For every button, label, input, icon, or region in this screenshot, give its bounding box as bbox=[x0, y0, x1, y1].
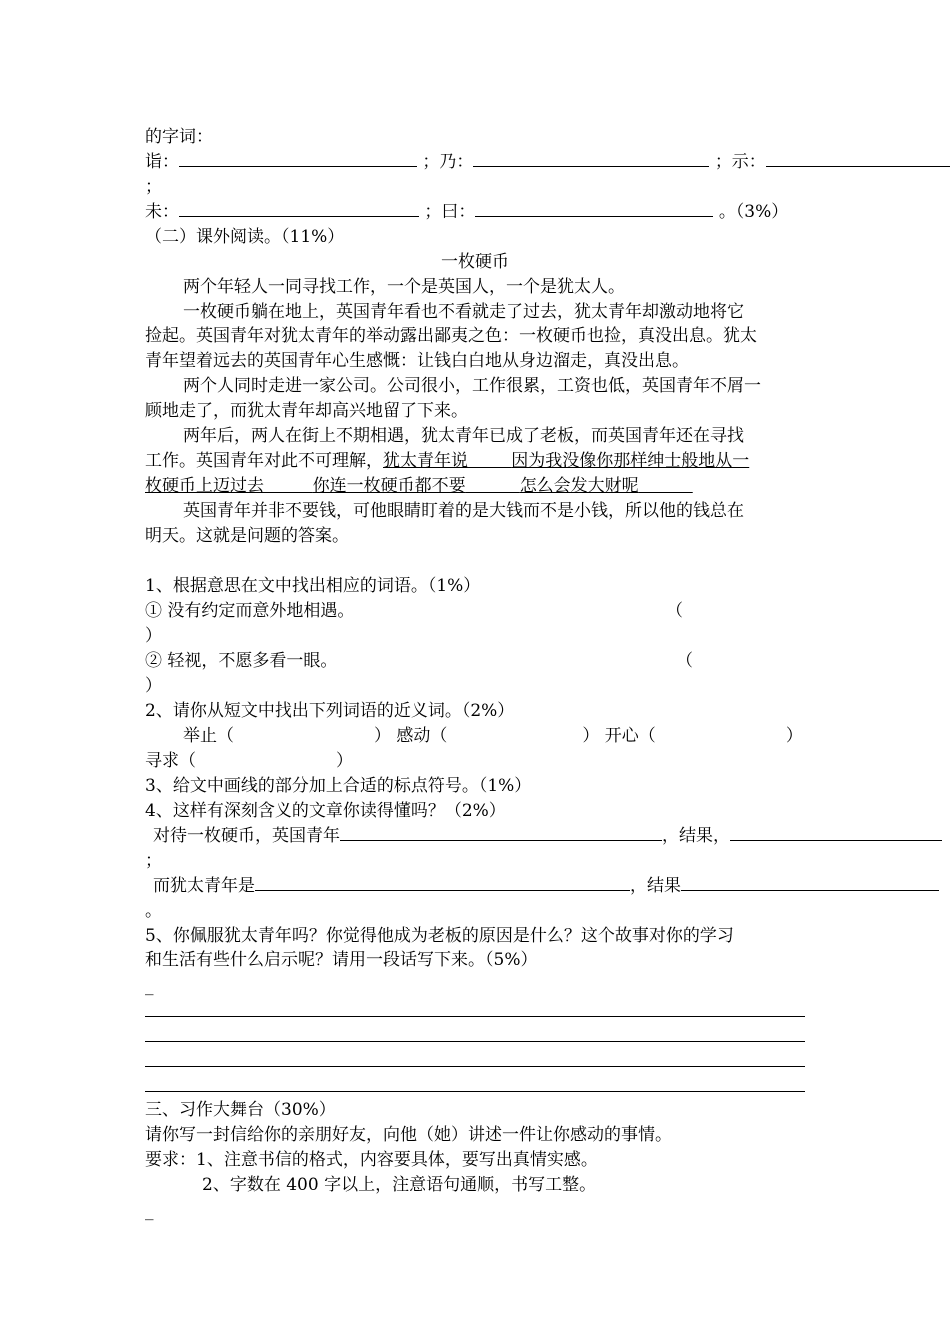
fill-row-1: 诣： ；乃： ；示： bbox=[145, 152, 950, 172]
section3-req2: 2、字数在 400 字以上，注意语句通顺，书写工整。 bbox=[202, 1175, 597, 1195]
section2-heading: （二）课外阅读。（11%） bbox=[145, 227, 345, 247]
fill-row-2: 未： ；曰： 。（3%） bbox=[145, 202, 789, 222]
blank-nai[interactable] bbox=[473, 152, 709, 167]
q4-line-1-end: ； bbox=[145, 851, 162, 871]
q1b-paren-open[interactable]: （ bbox=[676, 651, 693, 671]
q2-words-row: 举止（ ） 感动（ ） 开心（ ） bbox=[183, 726, 803, 746]
section3-heading: 三、习作大舞台（30%） bbox=[145, 1100, 336, 1120]
question-5a: 5、你佩服犹太青年吗？你觉得他成为老板的原因是什么？这个故事对你的学习 bbox=[145, 926, 734, 946]
blank-wei[interactable] bbox=[179, 202, 419, 217]
question-1: 1、根据意思在文中找出相应的词语。（1%） bbox=[145, 576, 481, 596]
story-p2c: 青年望着远去的英国青年心生感慨：让钱白白地从身边溜走，真没出息。 bbox=[145, 351, 689, 371]
blank-yi[interactable] bbox=[179, 152, 417, 167]
story-p1: 两个年轻人一同寻找工作，一个是英国人，一个是犹太人。 bbox=[183, 277, 625, 297]
section3-prompt: 请你写一封信给你的亲朋好友，向他（她）讲述一件让你感动的事情。 bbox=[145, 1125, 672, 1145]
q2-words-row-2: 寻求（ ） bbox=[145, 751, 353, 771]
fill-row-1-cont: ； bbox=[145, 177, 162, 197]
q5-dash: _ bbox=[145, 976, 154, 996]
story-p4b: 工作。英国青年对此不可理解，犹太青年说 因为我没像你那样绅士般地从一 bbox=[145, 451, 750, 471]
question-1a: ① 没有约定而意外地相遇。 bbox=[145, 601, 355, 621]
underlined-1: 犹太青年说 bbox=[383, 451, 468, 471]
question-1b: ② 轻视，不愿多看一眼。 bbox=[145, 651, 338, 671]
answer-line-2[interactable] bbox=[145, 1041, 805, 1042]
q4-blank-1[interactable] bbox=[340, 826, 662, 841]
q1a-paren-close: ） bbox=[145, 626, 162, 646]
answer-line-3[interactable] bbox=[145, 1066, 805, 1067]
story-p5a: 英国青年并非不要钱，可他眼睛盯着的是大钱而不是小钱，所以他的钱总在 bbox=[183, 501, 744, 521]
question-4: 4、这样有深刻含义的文章你读得懂吗？（2%） bbox=[145, 801, 506, 821]
story-p4c bbox=[145, 476, 693, 496]
intro-text: 的字词： bbox=[145, 127, 213, 147]
q4-line-2-end: 。 bbox=[145, 901, 162, 921]
q4-line-2: 而犹太青年是 ，结果 bbox=[153, 876, 939, 896]
underlined-3: 枚硬币上迈过去 bbox=[145, 476, 264, 496]
story-title: 一枚硬币 bbox=[441, 252, 509, 272]
blank-yue[interactable] bbox=[475, 202, 713, 217]
answer-line-1[interactable] bbox=[145, 1016, 805, 1017]
section3-dash: _ bbox=[145, 1201, 154, 1221]
blank-shi[interactable] bbox=[766, 152, 950, 167]
underlined-5: 怎么会发大财呢 bbox=[519, 476, 639, 496]
story-p2b: 捡起。英国青年对犹太青年的举动露出鄙夷之色：一枚硬币也捡，真没出息。犹太 bbox=[145, 326, 757, 346]
q4-line-1: 对待一枚硬币，英国青年 ，结果， bbox=[153, 826, 942, 846]
story-p2a: 一枚硬币躺在地上，英国青年看也不看就走了过去，犹太青年却激动地将它 bbox=[183, 302, 744, 322]
story-p4a: 两年后，两人在街上不期相遇，犹太青年已成了老板，而英国青年还在寻找 bbox=[183, 426, 744, 446]
q4-blank-3[interactable] bbox=[255, 876, 630, 891]
question-3: 3、给文中画线的部分加上合适的标点符号。（1%） bbox=[145, 776, 532, 796]
underlined-2: 因为我没像你那样绅士般地从一 bbox=[511, 451, 750, 471]
question-5b: 和生活有些什么启示呢？请用一段话写下来。（5%） bbox=[145, 950, 538, 970]
q1b-paren-close: ） bbox=[145, 676, 162, 696]
q1a-paren-open[interactable]: （ bbox=[666, 601, 683, 621]
q4-blank-2[interactable] bbox=[730, 826, 942, 841]
underlined-4: 你连一枚硬币都不要 bbox=[312, 476, 466, 496]
answer-line-4[interactable] bbox=[145, 1091, 805, 1092]
question-2: 2、请你从短文中找出下列词语的近义词。（2%） bbox=[145, 701, 515, 721]
story-p3b: 顾地走了，而犹太青年却高兴地留了下来。 bbox=[145, 401, 468, 421]
section3-req1: 要求：1、注意书信的格式，内容要具体，要写出真情实感。 bbox=[145, 1150, 598, 1170]
story-p5b: 明天。这就是问题的答案。 bbox=[145, 526, 349, 546]
q4-blank-4[interactable] bbox=[681, 876, 939, 891]
story-p3a: 两个人同时走进一家公司。公司很小，工作很累，工资也低，英国青年不屑一 bbox=[183, 376, 761, 396]
